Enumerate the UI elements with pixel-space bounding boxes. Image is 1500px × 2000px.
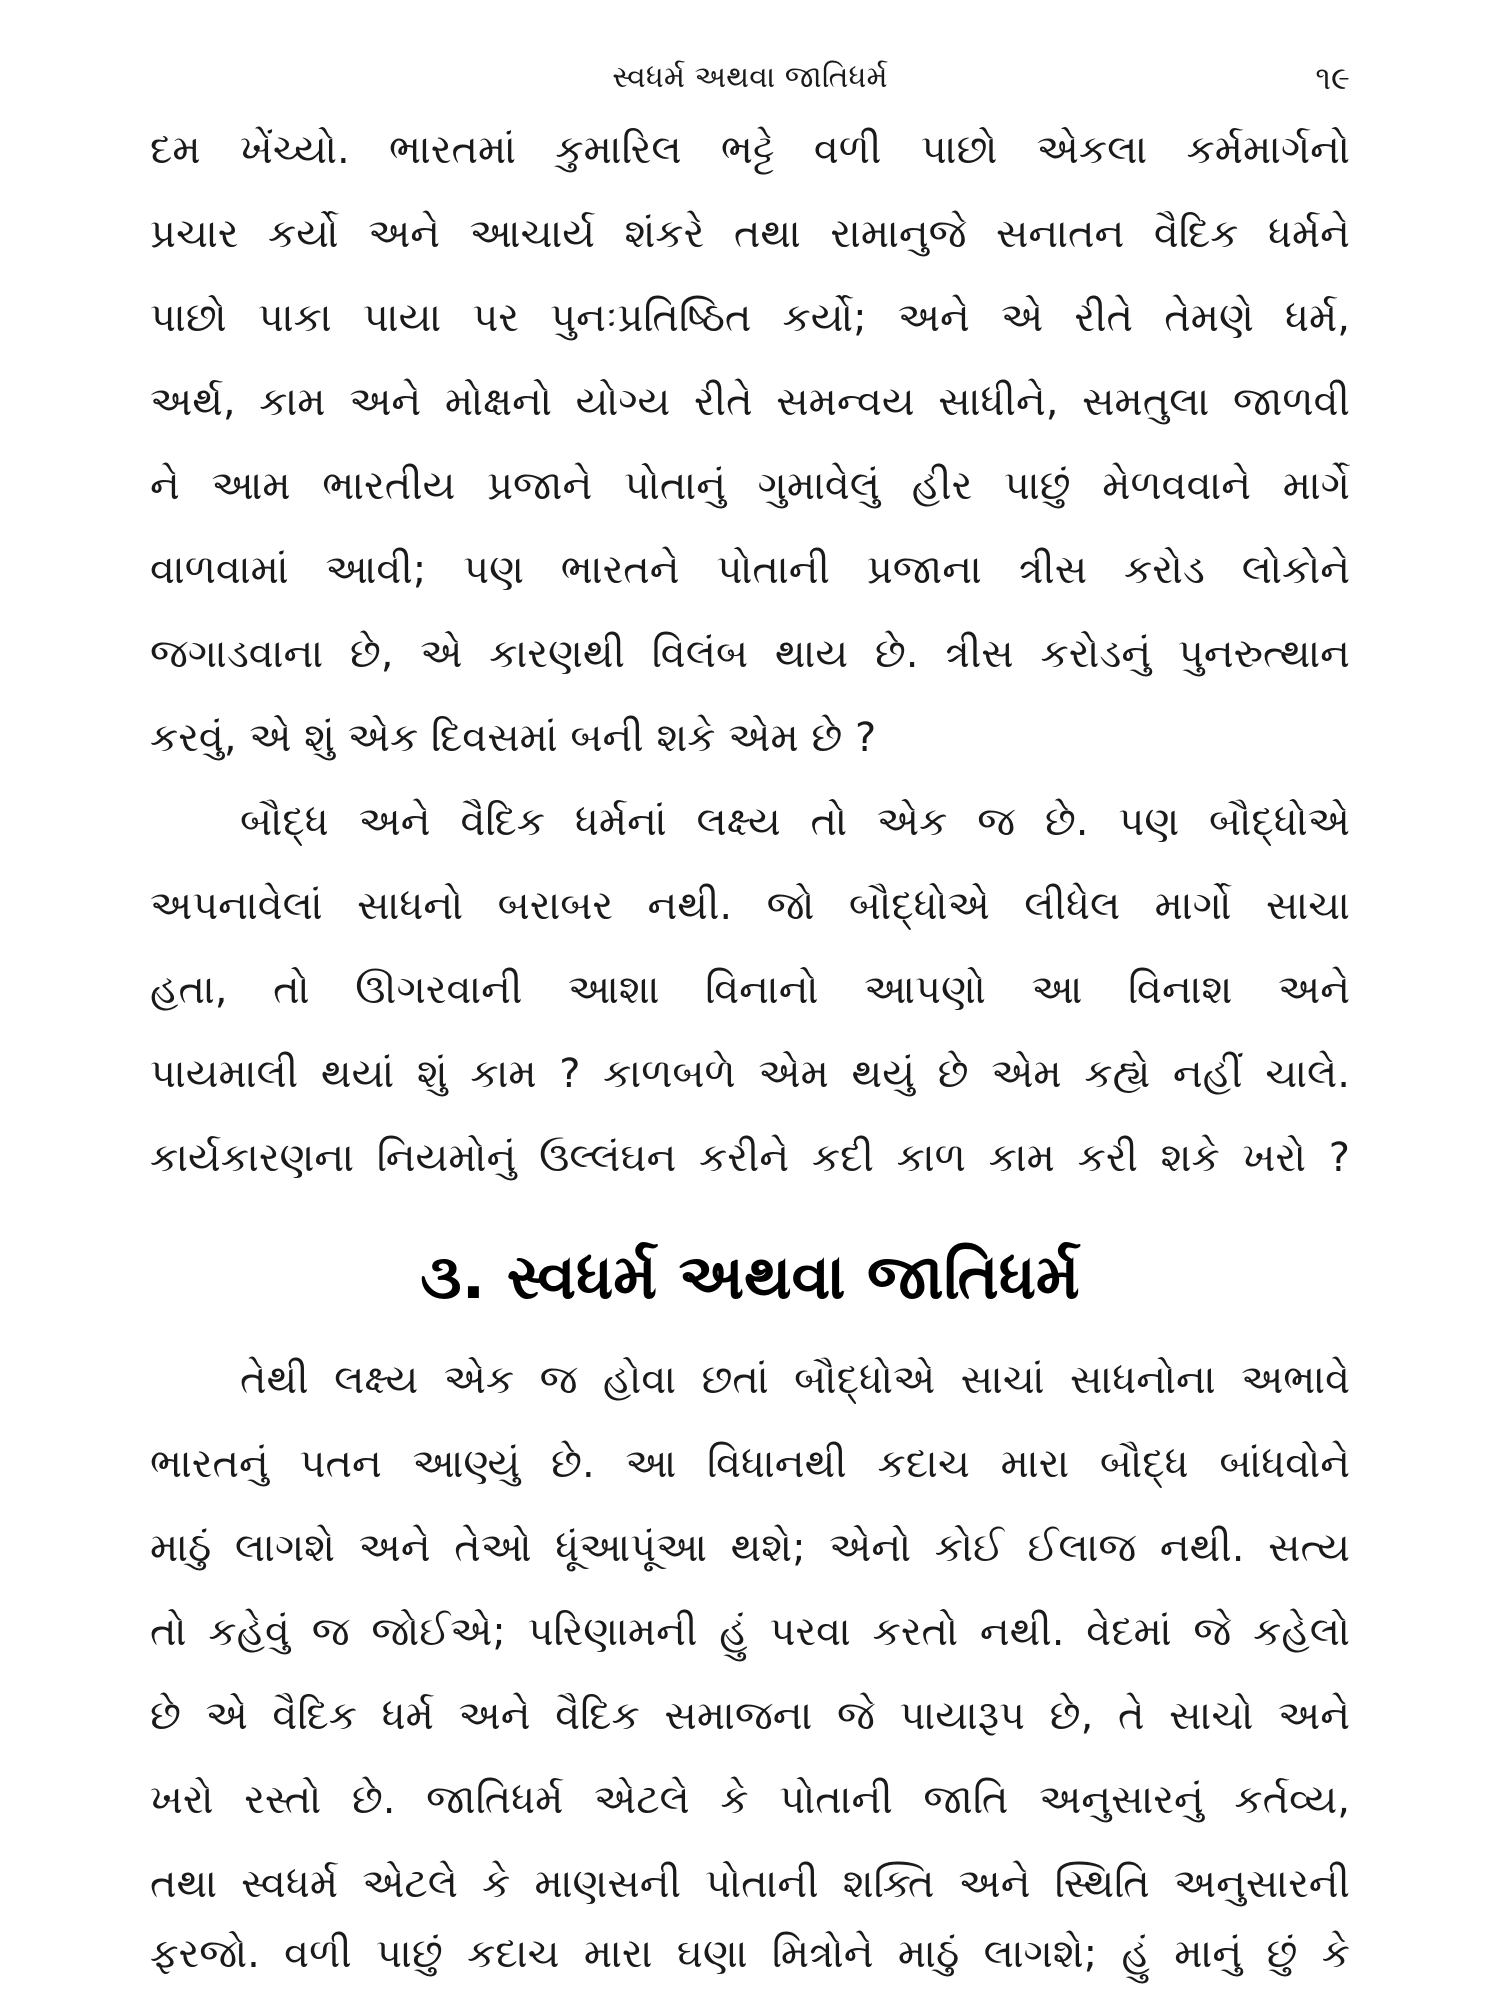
running-title: સ્વધર્મ અથવા જાતિધર્મ (612, 60, 888, 95)
text-line: અર્થ, કામ અને મોક્ષનો યોગ્ય રીતે સમન્વય સાધીને, સમતુલા જાળવી (150, 379, 1350, 425)
chapter-heading: ૩. સ્વધર્મ અથવા જાતિધર્મ (420, 1240, 1080, 1313)
running-header (150, 48, 1350, 108)
text-line: કરવું, એ શું એક દિવસમાં બની શકે એમ છે ? (150, 715, 877, 761)
text-line: તો કહેવું જ જોઈએ; પરિણામની હું પરવા કરતો નથી. વેદમાં જે કહેલો (150, 1609, 1350, 1655)
text-line: કાર્યકારણના નિયમોનું ઉલ્લંઘન કરીને કદી કાળ કામ કરી શકે ખરો ? (150, 1135, 1350, 1181)
text-line: ફરજો. વળી પાછું કદાચ મારા ઘણા મિત્રોને માઠું લાગશે; હું માનું છું કે (150, 1931, 1350, 1977)
text-line: પાયમાલી થયાં શું કામ ? કાળબળે એમ થયું છે એમ કહ્યે નહીં ચાલે. (150, 1051, 1350, 1097)
text-line: વાળવામાં આવી; પણ ભારતને પોતાની પ્રજાના ત્રીસ કરોડ લોકોને (150, 547, 1350, 593)
text-line: બૌદ્ધ અને વૈદિક ધર્મનાં લક્ષ્ય તો એક જ છે. પણ બૌદ્ધોએ (240, 799, 1350, 845)
text-line: ને આમ ભારતીય પ્રજાને પોતાનું ગુમાવેલું હીર પાછું મેળવવાને માર્ગે (150, 463, 1350, 509)
text-line: પ્રચાર કર્યો અને આચાર્ય શંકરે તથા રામાનુજે સનાતન વૈદિક ધર્મને (150, 211, 1350, 257)
text-line: માઠું લાગશે અને તેઓ ધૂંઆપૂંઆ થશે; એનો કોઈ ઈલાજ નથી. સત્ય (150, 1525, 1350, 1571)
text-line: છે એ વૈદિક ધર્મ અને વૈદિક સમાજના જે પાયારૂપ છે, તે સાચો અને (150, 1693, 1350, 1739)
text-line: પાછો પાકા પાયા પર પુનઃપ્રતિષ્ઠિત કર્યો; અને એ રીતે તેમણે ધર્મ, (150, 295, 1350, 341)
text-line: હતા, તો ઊગરવાની આશા વિનાનો આપણો આ વિનાશ અને (150, 967, 1350, 1013)
text-line: ખરો રસ્તો છે. જાતિધર્મ એટલે કે પોતાની જાતિ અનુસારનું કર્તવ્ય, (150, 1777, 1350, 1823)
text-line: ભારતનું પતન આણ્યું છે. આ વિધાનથી કદાચ મારા બૌદ્ધ બાંધવોને (150, 1441, 1350, 1487)
text-line: દમ ખેંચ્યો. ભારતમાં કુમારિલ ભટ્ટે વળી પાછો એકલા કર્મમાર્ગનો (150, 127, 1350, 173)
text-line: જગાડવાના છે, એ કારણથી વિલંબ થાય છે. ત્રીસ કરોડનું પુનરુત્થાન (150, 631, 1350, 677)
text-line: અપનાવેલાં સાધનો બરાબર નથી. જો બૌદ્ધોએ લીધેલ માર્ગો સાચા (150, 883, 1350, 929)
text-line: તેથી લક્ષ્ય એક જ હોવા છતાં બૌદ્ધોએ સાચાં સાધનોના અભાવે (240, 1357, 1350, 1403)
text-line: તથા સ્વધર્મ એટલે કે માણસની પોતાની શક્તિ અને સ્થિતિ અનુસારની (150, 1861, 1350, 1907)
page-number: ૧૯ (1315, 59, 1350, 97)
